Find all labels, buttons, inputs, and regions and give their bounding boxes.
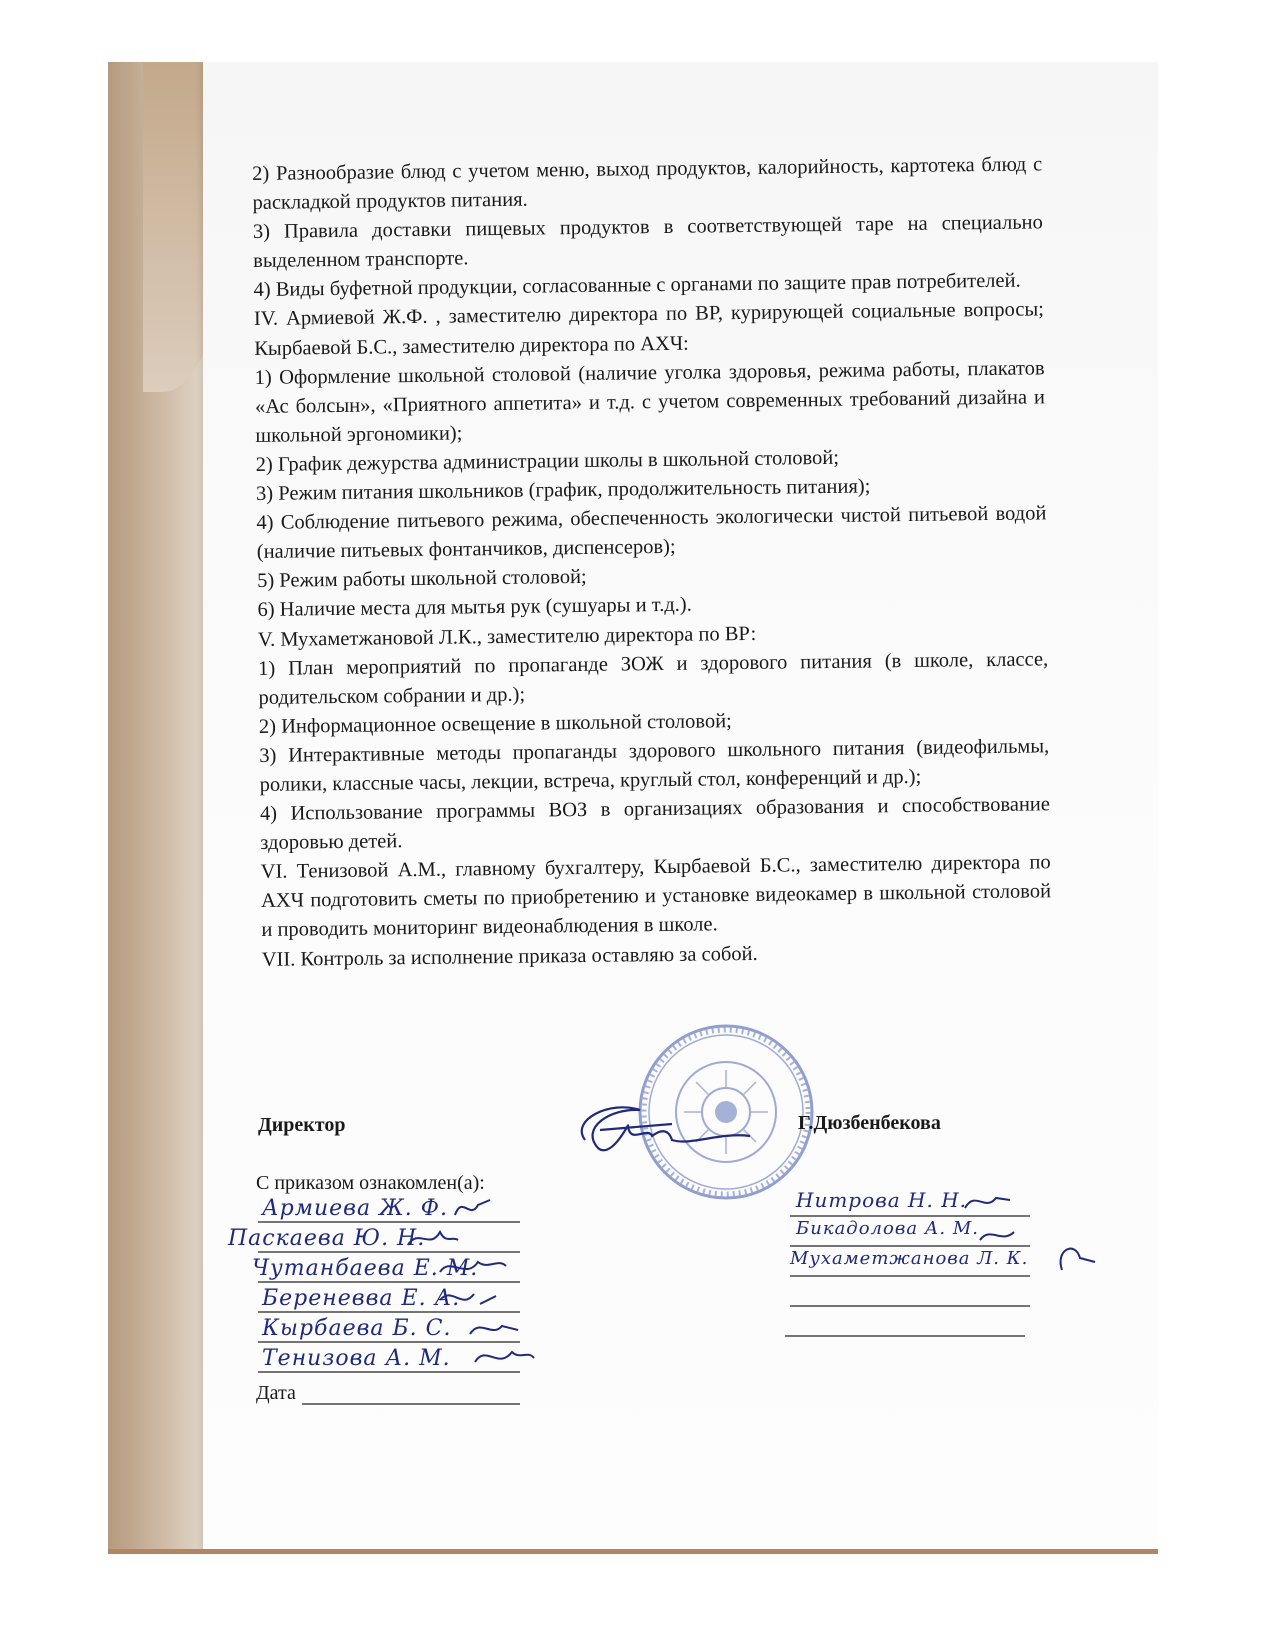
handwritten-name: Бикадолова А. М. xyxy=(796,1218,980,1239)
paragraph: 2) Разнообразие блюд с учетом меню, выход продуктов, калорийность, картотека блюд с раскладкой продуктов питания. xyxy=(252,153,1043,215)
handwritten-name: Тенизова А. М. xyxy=(262,1346,451,1371)
handwritten-name: Нитрова Н. Н. xyxy=(796,1188,968,1212)
paragraph: 1) План мероприятий по пропаганде ЗОЖ и здорового питания (в школе, классе, родительском собрании и др.); xyxy=(258,647,1049,709)
paragraph: 5) Режим работы школьной столовой; xyxy=(257,566,587,593)
paragraph: 4) Соблюдение питьевого режима, обеспеченность экологически чистой питьевой водой (наличие питьевых фонтанчиков, диспенсеров); xyxy=(256,502,1047,564)
paragraph: 3) Интерактивные методы пропаганды здорового школьного питания (видеофильмы, ролики, классные часы, лекции, встреча, круглый стол, конференций и др.); xyxy=(259,735,1050,796)
handwritten-name: Паскаева Ю. Н. xyxy=(228,1226,426,1251)
handwritten-name: Чутанбаева Е. М. xyxy=(252,1256,479,1281)
paragraph: IV. Армиевой Ж.Ф. , заместителю директора по ВР, курирующей социальные вопросы; Кырбаевой Б.С., заместителю директора по АХЧ: xyxy=(253,298,1045,360)
paragraph: 1) Оформление школьной столовой (наличие уголка здоровья, режима работы, плакатов «Ас болсын», «Приятного аппетита» и т.д. с учетом современных требований дизайна и школьной эргономики); xyxy=(254,356,1046,447)
paragraph: 2) График дежурства администрации школы в школьной столовой; xyxy=(255,446,840,476)
paragraph: 3) Режим питания школьников (график, продолжительность питания); xyxy=(255,475,871,506)
paragraph: V. Мухаметжановой Л.К., заместителю директора по ВР: xyxy=(257,622,757,651)
date-label: Дата xyxy=(256,1382,296,1404)
director-name: Г.Дюзбенбекова xyxy=(798,1112,941,1134)
paragraph: VII. Контроль за исполнение приказа оставляю за собой. xyxy=(261,942,758,971)
paragraph: 4) Использование программы ВОЗ в организациях образования и способствование здоровью детей. xyxy=(259,793,1051,855)
paragraph: VI. Тенизовой А.М., главному бухгалтеру, Кырбаевой Б.С., заместителю директора по АХЧ подготовить сметы по приобретению и установке видеокамер в школьной столовой и проводить мониторинг видеонаблюдения в школе. xyxy=(260,851,1052,942)
paragraph: 4) Виды буфетной продукции, согласованные с органами по защите прав потребителей. xyxy=(253,269,1021,302)
handwritten-name: Кырбаева Б. С. xyxy=(262,1316,452,1341)
handwritten-name: Береневва Е. А. xyxy=(262,1286,461,1311)
director-label: Директор xyxy=(258,1114,346,1136)
paragraph: 2) Информационное освещение в школьной столовой; xyxy=(258,709,732,738)
director-signature-row xyxy=(258,1112,978,1152)
handwritten-name: Армиева Ж. Ф. xyxy=(262,1196,449,1221)
handwritten-name: Мухаметжанова Л. К. xyxy=(790,1248,1029,1269)
paragraph: 3) Правила доставки пищевых продуктов в соответствующей таре на специально выделенном транспорте. xyxy=(252,211,1043,273)
acknowledged-label: С приказом ознакомлен(а): xyxy=(256,1172,485,1194)
paragraph: 6) Наличие места для мытья рук (сушуары и т.д.). xyxy=(257,594,692,622)
